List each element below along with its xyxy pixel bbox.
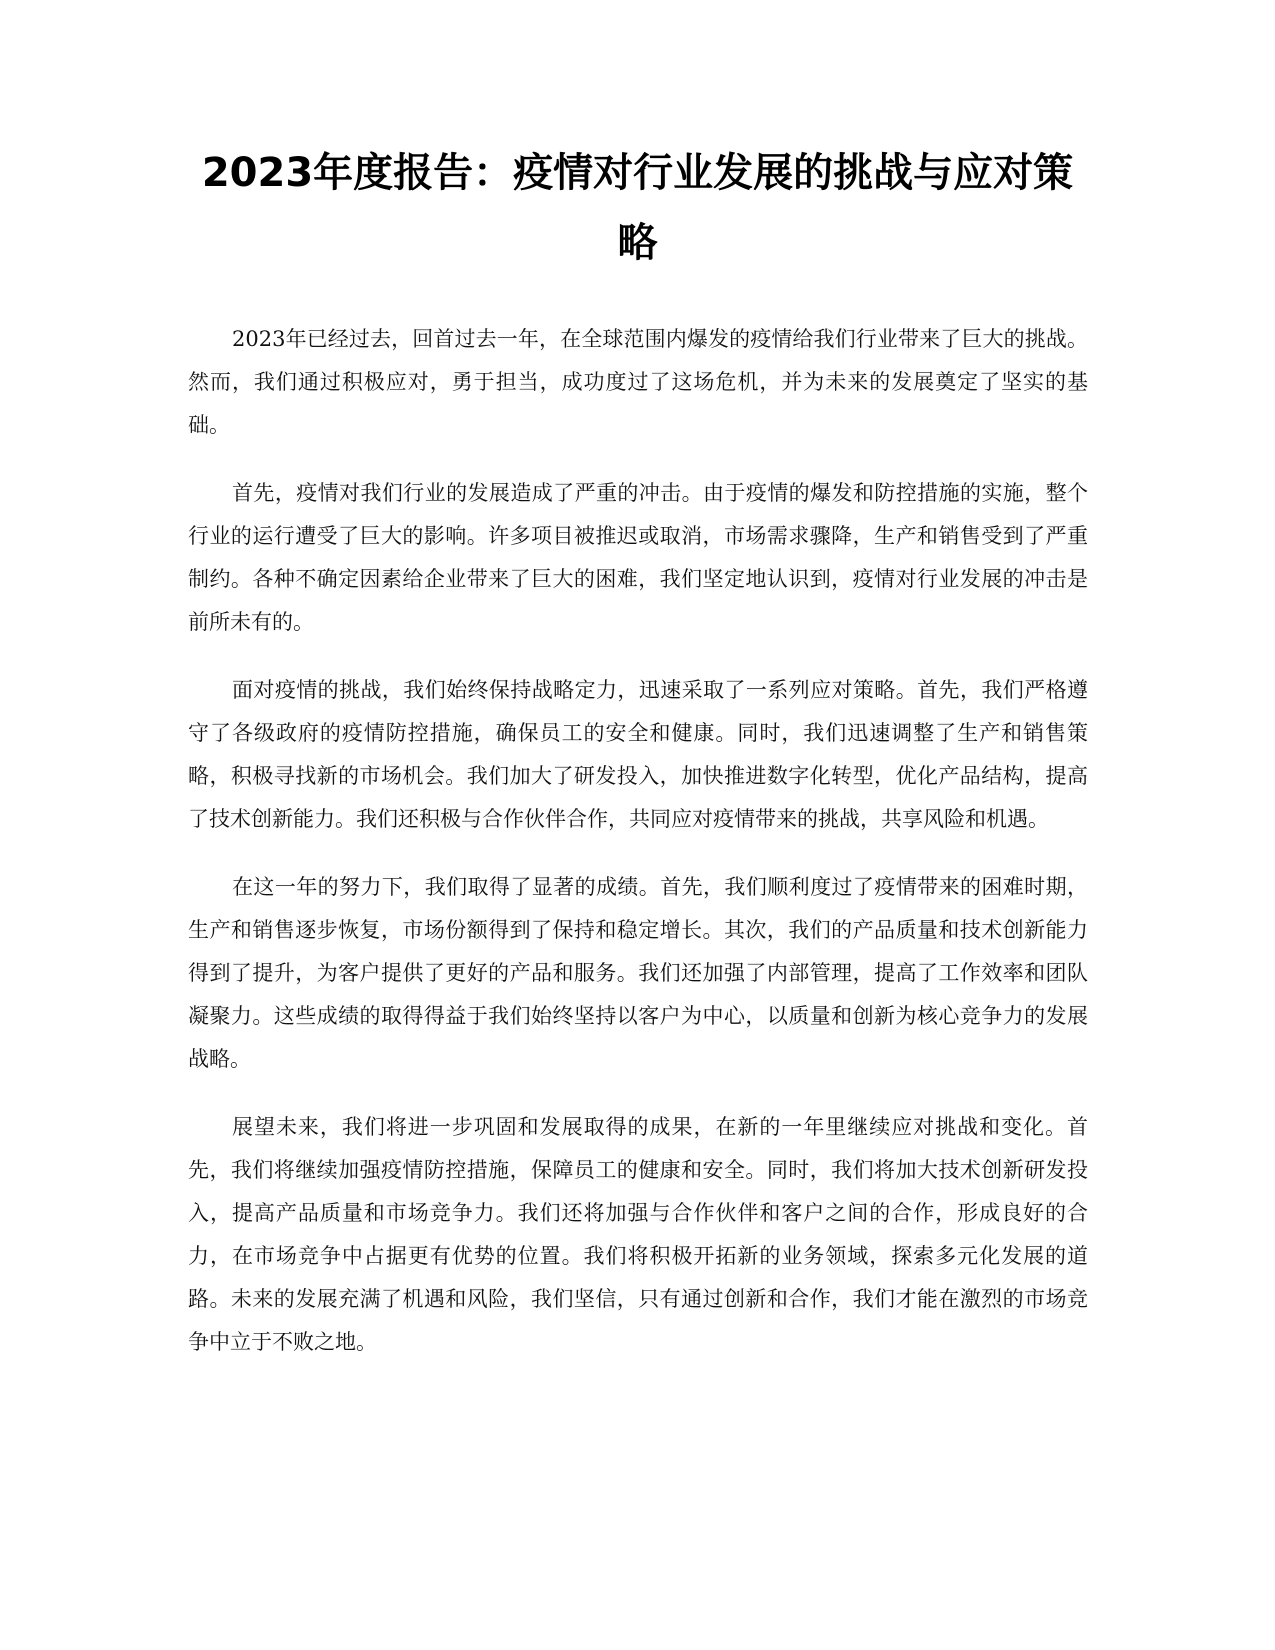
paragraph: 面对疫情的挑战，我们始终保持战略定力，迅速采取了一系列应对策略。首先，我们严格遵守了各级政府的疫情防控措施，确保员工的安全和健康。同时，我们迅速调整了生产和销售策略，积极寻找新的市场机会。我们加大了研发投入，加快推进数字化转型，优化产品结构，提高了技术创新能力。我们还积极与合作伙伴合作，共同应对疫情带来的挑战，共享风险和机遇。 — [188, 678, 1088, 831]
paragraph: 展望未来，我们将进一步巩固和发展取得的成果，在新的一年里继续应对挑战和变化。首先，我们将继续加强疫情防控措施，保障员工的健康和安全。同时，我们将加大技术创新研发投入，提高产品质量和市场竞争力。我们还将加强与合作伙伴和客户之间的合作，形成良好的合力，在市场竞争中占据更有优势的位置。我们将积极开拓新的业务领域，探索多元化发展的道路。未来的发展充满了机遇和风险，我们坚信，只有通过创新和合作，我们才能在激烈的市场竞争中立于不败之地。 — [188, 1115, 1088, 1354]
document-title: 2023年度报告：疫情对行业发展的挑战与应对策略 — [201, 150, 1074, 266]
document-body — [188, 318, 1088, 1389]
paragraph: 首先，疫情对我们行业的发展造成了严重的冲击。由于疫情的爆发和防控措施的实施，整个行业的运行遭受了巨大的影响。许多项目被推迟或取消，市场需求骤降，生产和销售受到了严重制约。各种不确定因素给企业带来了巨大的困难，我们坚定地认识到，疫情对行业发展的冲击是前所未有的。 — [188, 481, 1088, 634]
paragraph: 在这一年的努力下，我们取得了显著的成绩。首先，我们顺利度过了疫情带来的困难时期，生产和销售逐步恢复，市场份额得到了保持和稳定增长。其次，我们的产品质量和技术创新能力得到了提升，为客户提供了更好的产品和服务。我们还加强了内部管理，提高了工作效率和团队凝聚力。这些成绩的取得得益于我们始终坚持以客户为中心，以质量和创新为核心竞争力的发展战略。 — [188, 875, 1088, 1071]
paragraph: 2023年已经过去，回首过去一年，在全球范围内爆发的疫情给我们行业带来了巨大的挑战。然而，我们通过积极应对，勇于担当，成功度过了这场危机，并为未来的发展奠定了坚实的基础。 — [188, 327, 1088, 437]
